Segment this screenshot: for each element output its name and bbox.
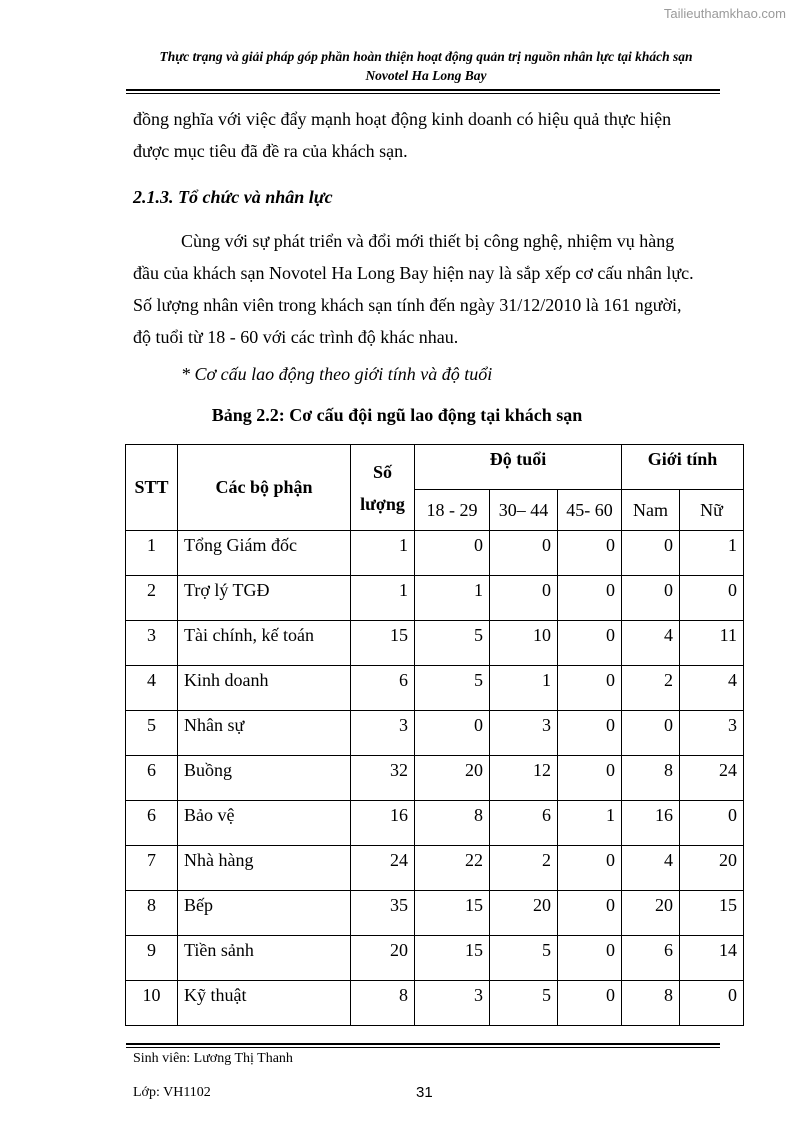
cell-female: 4: [680, 666, 744, 711]
table-row: [126, 936, 744, 981]
paragraph-line: Số lượng nhân viên trong khách sạn tính đến ngày 31/12/2010 là 161 người,: [133, 295, 682, 315]
cell-count: 24: [351, 846, 415, 891]
cell-stt: 3: [126, 621, 178, 666]
cell-female: 15: [680, 891, 744, 936]
cell-female: 1: [680, 531, 744, 576]
header-gender-group: Giới tính: [622, 445, 744, 490]
staff-structure-table: [125, 444, 744, 1026]
cell-dept: Tổng Giám đốc: [178, 531, 351, 576]
cell-a2: 10: [490, 621, 558, 666]
table-row: [126, 711, 744, 756]
cell-a3: 0: [558, 891, 622, 936]
cell-a3: 1: [558, 801, 622, 846]
table-row: [126, 981, 744, 1026]
cell-a1: 5: [415, 621, 490, 666]
cell-count: 1: [351, 576, 415, 621]
cell-a2: 5: [490, 936, 558, 981]
running-header-line1: Thực trạng và giải pháp góp phần hoàn thiện hoạt động quản trị nguồn nhân lực tại khách sạn: [159, 49, 693, 64]
cell-male: 4: [622, 846, 680, 891]
table-row: [126, 621, 744, 666]
table-row: [126, 891, 744, 936]
cell-dept: Tài chính, kế toán: [178, 621, 351, 666]
cell-stt: 9: [126, 936, 178, 981]
cell-count: 6: [351, 666, 415, 711]
header-stt: STT: [126, 445, 178, 531]
watermark: Tailieuthamkhao.com: [663, 6, 786, 21]
cell-dept: Nhà hàng: [178, 846, 351, 891]
cell-a3: 0: [558, 981, 622, 1026]
cell-a2: 1: [490, 666, 558, 711]
cell-count: 16: [351, 801, 415, 846]
table-row: [126, 756, 744, 801]
cell-a1: 8: [415, 801, 490, 846]
header-age-group: Độ tuổi: [415, 445, 622, 490]
cell-count: 1: [351, 531, 415, 576]
cell-male: 4: [622, 621, 680, 666]
footer-rule-thin: [126, 1047, 720, 1048]
paragraph-line: đồng nghĩa với việc đẩy mạnh hoạt động kinh doanh có hiệu quả thực hiện: [133, 109, 672, 129]
cell-a3: 0: [558, 936, 622, 981]
cell-male: 2: [622, 666, 680, 711]
cell-stt: 4: [126, 666, 178, 711]
cell-dept: Bảo vệ: [178, 801, 351, 846]
cell-female: 11: [680, 621, 744, 666]
header-count-line2: lượng: [360, 493, 405, 514]
cell-female: 3: [680, 711, 744, 756]
cell-a2: 0: [490, 531, 558, 576]
paragraph-line: được mục tiêu đã đề ra của khách sạn.: [133, 141, 408, 161]
cell-count: 20: [351, 936, 415, 981]
cell-count: 35: [351, 891, 415, 936]
cell-female: 14: [680, 936, 744, 981]
cell-a2: 12: [490, 756, 558, 801]
cell-male: 16: [622, 801, 680, 846]
cell-dept: Kinh doanh: [178, 666, 351, 711]
cell-a1: 3: [415, 981, 490, 1026]
cell-male: 0: [622, 711, 680, 756]
header-age-30-44: 30– 44: [490, 490, 558, 531]
running-header-line2: Novotel Ha Long Bay: [365, 68, 487, 83]
cell-a2: 6: [490, 801, 558, 846]
header-rule-thin: [126, 93, 720, 94]
paragraph-line: độ tuổi từ 18 - 60 với các trình độ khác nhau.: [133, 327, 459, 347]
cell-a3: 0: [558, 666, 622, 711]
cell-stt: 7: [126, 846, 178, 891]
cell-female: 0: [680, 801, 744, 846]
cell-a1: 15: [415, 936, 490, 981]
page-number: 31: [416, 1084, 433, 1101]
header-age-18-29: 18 - 29: [415, 490, 490, 531]
running-header: [126, 47, 726, 85]
cell-stt: 6: [126, 756, 178, 801]
cell-dept: Nhân sự: [178, 711, 351, 756]
table-row: [126, 576, 744, 621]
cell-stt: 1: [126, 531, 178, 576]
cell-a3: 0: [558, 846, 622, 891]
footer-rule-thick: [126, 1043, 720, 1045]
cell-a2: 2: [490, 846, 558, 891]
cell-a2: 3: [490, 711, 558, 756]
cell-stt: 2: [126, 576, 178, 621]
cell-count: 3: [351, 711, 415, 756]
cell-dept: Trợ lý TGĐ: [178, 576, 351, 621]
cell-dept: Bếp: [178, 891, 351, 936]
cell-male: 6: [622, 936, 680, 981]
cell-a3: 0: [558, 621, 622, 666]
cell-dept: Buồng: [178, 756, 351, 801]
cell-a1: 15: [415, 891, 490, 936]
table-row: [126, 846, 744, 891]
cell-a2: 20: [490, 891, 558, 936]
cell-female: 20: [680, 846, 744, 891]
footer-class: Lớp: VH1102: [133, 1085, 211, 1100]
cell-a3: 0: [558, 531, 622, 576]
header-count: [351, 445, 415, 531]
cell-male: 8: [622, 981, 680, 1026]
table-row: [126, 531, 744, 576]
cell-count: 32: [351, 756, 415, 801]
cell-count: 8: [351, 981, 415, 1026]
cell-stt: 6: [126, 801, 178, 846]
header-age-45-60: 45- 60: [558, 490, 622, 531]
cell-male: 0: [622, 531, 680, 576]
cell-female: 0: [680, 576, 744, 621]
cell-male: 20: [622, 891, 680, 936]
table-caption: Bảng 2.2: Cơ cấu đội ngũ lao động tại khách sạn: [211, 405, 583, 425]
section-title: 2.1.3. Tổ chức và nhân lực: [133, 187, 333, 207]
header-department: Các bộ phận: [178, 445, 351, 531]
cell-a1: 5: [415, 666, 490, 711]
cell-count: 15: [351, 621, 415, 666]
header-male: Nam: [622, 490, 680, 531]
cell-a1: 20: [415, 756, 490, 801]
cell-dept: Tiền sảnh: [178, 936, 351, 981]
footer-student: Sinh viên: Lương Thị Thanh: [133, 1051, 293, 1066]
cell-a1: 22: [415, 846, 490, 891]
cell-female: 0: [680, 981, 744, 1026]
cell-stt: 8: [126, 891, 178, 936]
paragraph-organization: [133, 225, 718, 353]
table-row: [126, 666, 744, 711]
cell-a1: 0: [415, 531, 490, 576]
cell-stt: 10: [126, 981, 178, 1026]
paragraph-line: đầu của khách sạn Novotel Ha Long Bay hiện nay là sắp xếp cơ cấu nhân lực.: [133, 263, 694, 283]
header-count-line1: Số: [372, 461, 392, 482]
cell-a3: 0: [558, 711, 622, 756]
cell-a2: 5: [490, 981, 558, 1026]
paragraph-line: Cùng với sự phát triển và đổi mới thiết bị công nghệ, nhiệm vụ hàng: [181, 231, 675, 251]
cell-male: 0: [622, 576, 680, 621]
paragraph-intro: [133, 103, 718, 167]
cell-male: 8: [622, 756, 680, 801]
cell-a3: 0: [558, 576, 622, 621]
cell-a1: 1: [415, 576, 490, 621]
cell-stt: 5: [126, 711, 178, 756]
subheading: * Cơ cấu lao động theo giới tính và độ tuổi: [181, 364, 493, 384]
cell-a2: 0: [490, 576, 558, 621]
cell-a1: 0: [415, 711, 490, 756]
header-rule-thick: [126, 89, 720, 91]
header-female: Nữ: [680, 490, 744, 531]
table-row: [126, 801, 744, 846]
cell-female: 24: [680, 756, 744, 801]
cell-dept: Kỹ thuật: [178, 981, 351, 1026]
cell-a3: 0: [558, 756, 622, 801]
